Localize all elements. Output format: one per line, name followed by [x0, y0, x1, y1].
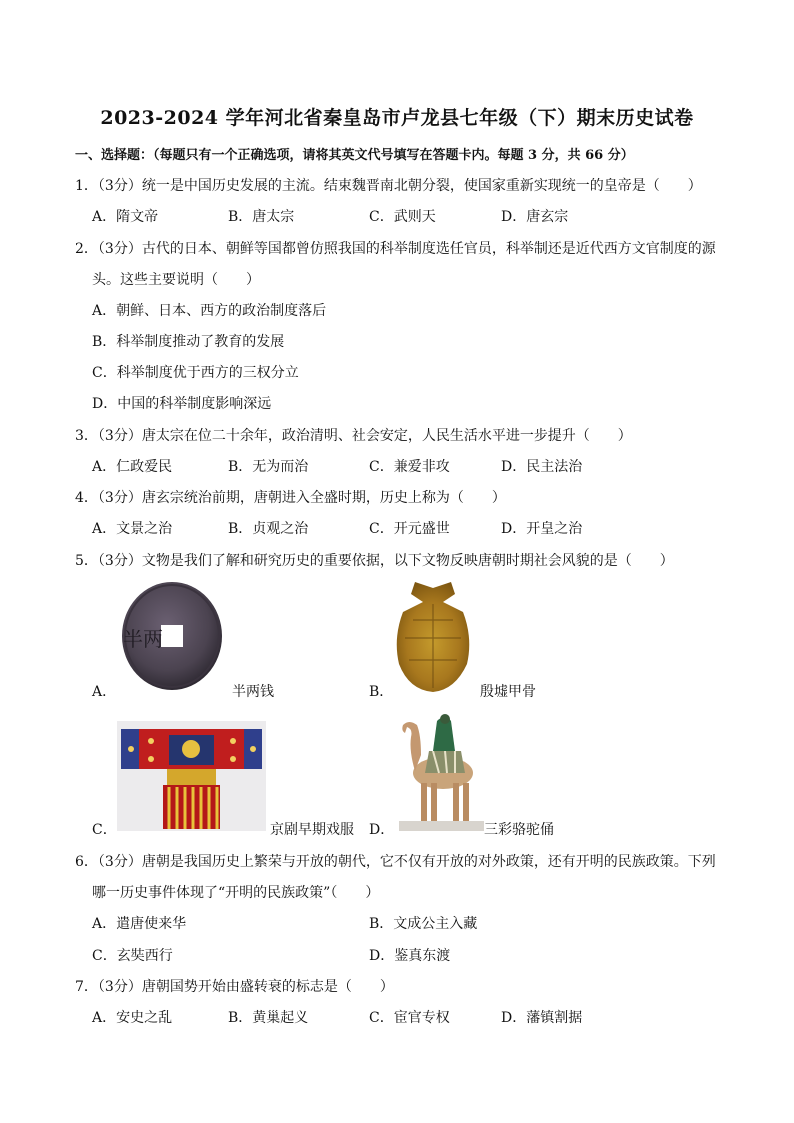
- q3-option-d: D．民主法治: [501, 459, 583, 475]
- q7-option-d: D．藩镇割据: [501, 1010, 583, 1026]
- q6-option-d: D．鉴真东渡: [369, 948, 451, 964]
- q5-option-a-letter: A．: [92, 684, 117, 700]
- coin-inscription: 半两: [123, 627, 163, 651]
- question-6-stem-line1: 6．（3分）唐朝是我国历史上繁荣与开放的朝代，它不仅有开放的对外政策，还有开明的民族政策。下列: [75, 854, 716, 870]
- q7-option-b: B．黄巢起义: [228, 1010, 309, 1026]
- q1-option-c: C．武则天: [369, 209, 436, 225]
- oracle-bone-image: [393, 578, 473, 694]
- q1-option-b: B．唐太宗: [228, 209, 295, 225]
- q2-option-c: C．科举制度优于西方的三权分立: [92, 365, 299, 381]
- q1-option-d: D．唐玄宗: [501, 209, 569, 225]
- question-2-stem-line2: 头。这些主要说明（ ）: [92, 272, 260, 288]
- q5-option-c-letter: C．: [92, 822, 117, 838]
- question-7-stem: 7．（3分）唐朝国势开始由盛转衰的标志是（ ）: [75, 979, 394, 995]
- q4-option-b: B．贞观之治: [228, 521, 309, 537]
- question-2-stem-line1: 2．（3分）古代的日本、朝鲜等国都曾仿照我国的科举制度选任官员，科举制还是近代西方文官制度的源: [75, 241, 716, 257]
- q2-option-a: A．朝鲜、日本、西方的政治制度落后: [92, 303, 327, 319]
- q5-option-b-caption: 殷墟甲骨: [480, 684, 536, 700]
- q3-option-b: B．无为而治: [228, 459, 309, 475]
- q5-option-b-letter: B．: [369, 684, 394, 700]
- q6-option-a: A．遣唐使来华: [92, 916, 187, 932]
- q3-option-a: A．仁政爱民: [92, 459, 173, 475]
- q6-option-c: C．玄奘西行: [92, 948, 173, 964]
- section-heading: 一、选择题：（每题只有一个正确选项，请将其英文代号填写在答题卡内。每题 3 分，共 66 分）: [75, 148, 634, 163]
- q2-option-b: B．科举制度推动了教育的发展: [92, 334, 285, 350]
- q4-option-d: D．开皇之治: [501, 521, 583, 537]
- tricolor-camel-figurine-image: [399, 711, 484, 831]
- q3-option-c: C．兼爱非攻: [369, 459, 450, 475]
- q7-option-a: A．安史之乱: [92, 1010, 173, 1026]
- q1-option-a: A．隋文帝: [92, 209, 159, 225]
- q5-option-d-letter: D．: [369, 822, 395, 838]
- opera-costume-image: [117, 721, 266, 831]
- question-6-stem-line2: 哪一历史事件体现了“开明的民族政策”（ ）: [92, 885, 380, 901]
- question-3-stem: 3．（3分）唐太宗在位二十余年，政治清明、社会安定，人民生活水平进一步提升（ ）: [75, 428, 632, 444]
- question-1-stem: 1．（3分）统一是中国历史发展的主流。结束魏晋南北朝分裂，使国家重新实现统一的皇帝是（ ）: [75, 178, 702, 194]
- question-5-stem: 5．（3分）文物是我们了解和研究历史的重要依据，以下文物反映唐朝时期社会风貌的是（ ）: [75, 553, 674, 569]
- q5-option-c-caption: 京剧早期戏服: [270, 822, 354, 838]
- ban-liang-coin-image: [121, 580, 224, 693]
- q4-option-c: C．开元盛世: [369, 521, 450, 537]
- q5-option-a-caption: 半两钱: [232, 684, 274, 700]
- question-4-stem: 4．（3分）唐玄宗统治前期，唐朝进入全盛时期，历史上称为（ ）: [75, 490, 506, 506]
- q2-option-d: D．中国的科举制度影响深远: [92, 396, 272, 412]
- q6-option-b: B．文成公主入藏: [369, 916, 478, 932]
- exam-title: 2023-2024 学年河北省秦皇岛市卢龙县七年级（下）期末历史试卷: [100, 107, 694, 129]
- q4-option-a: A．文景之治: [92, 521, 173, 537]
- q7-option-c: C．宦官专权: [369, 1010, 450, 1026]
- q5-option-d-caption: 三彩骆驼俑: [484, 822, 554, 838]
